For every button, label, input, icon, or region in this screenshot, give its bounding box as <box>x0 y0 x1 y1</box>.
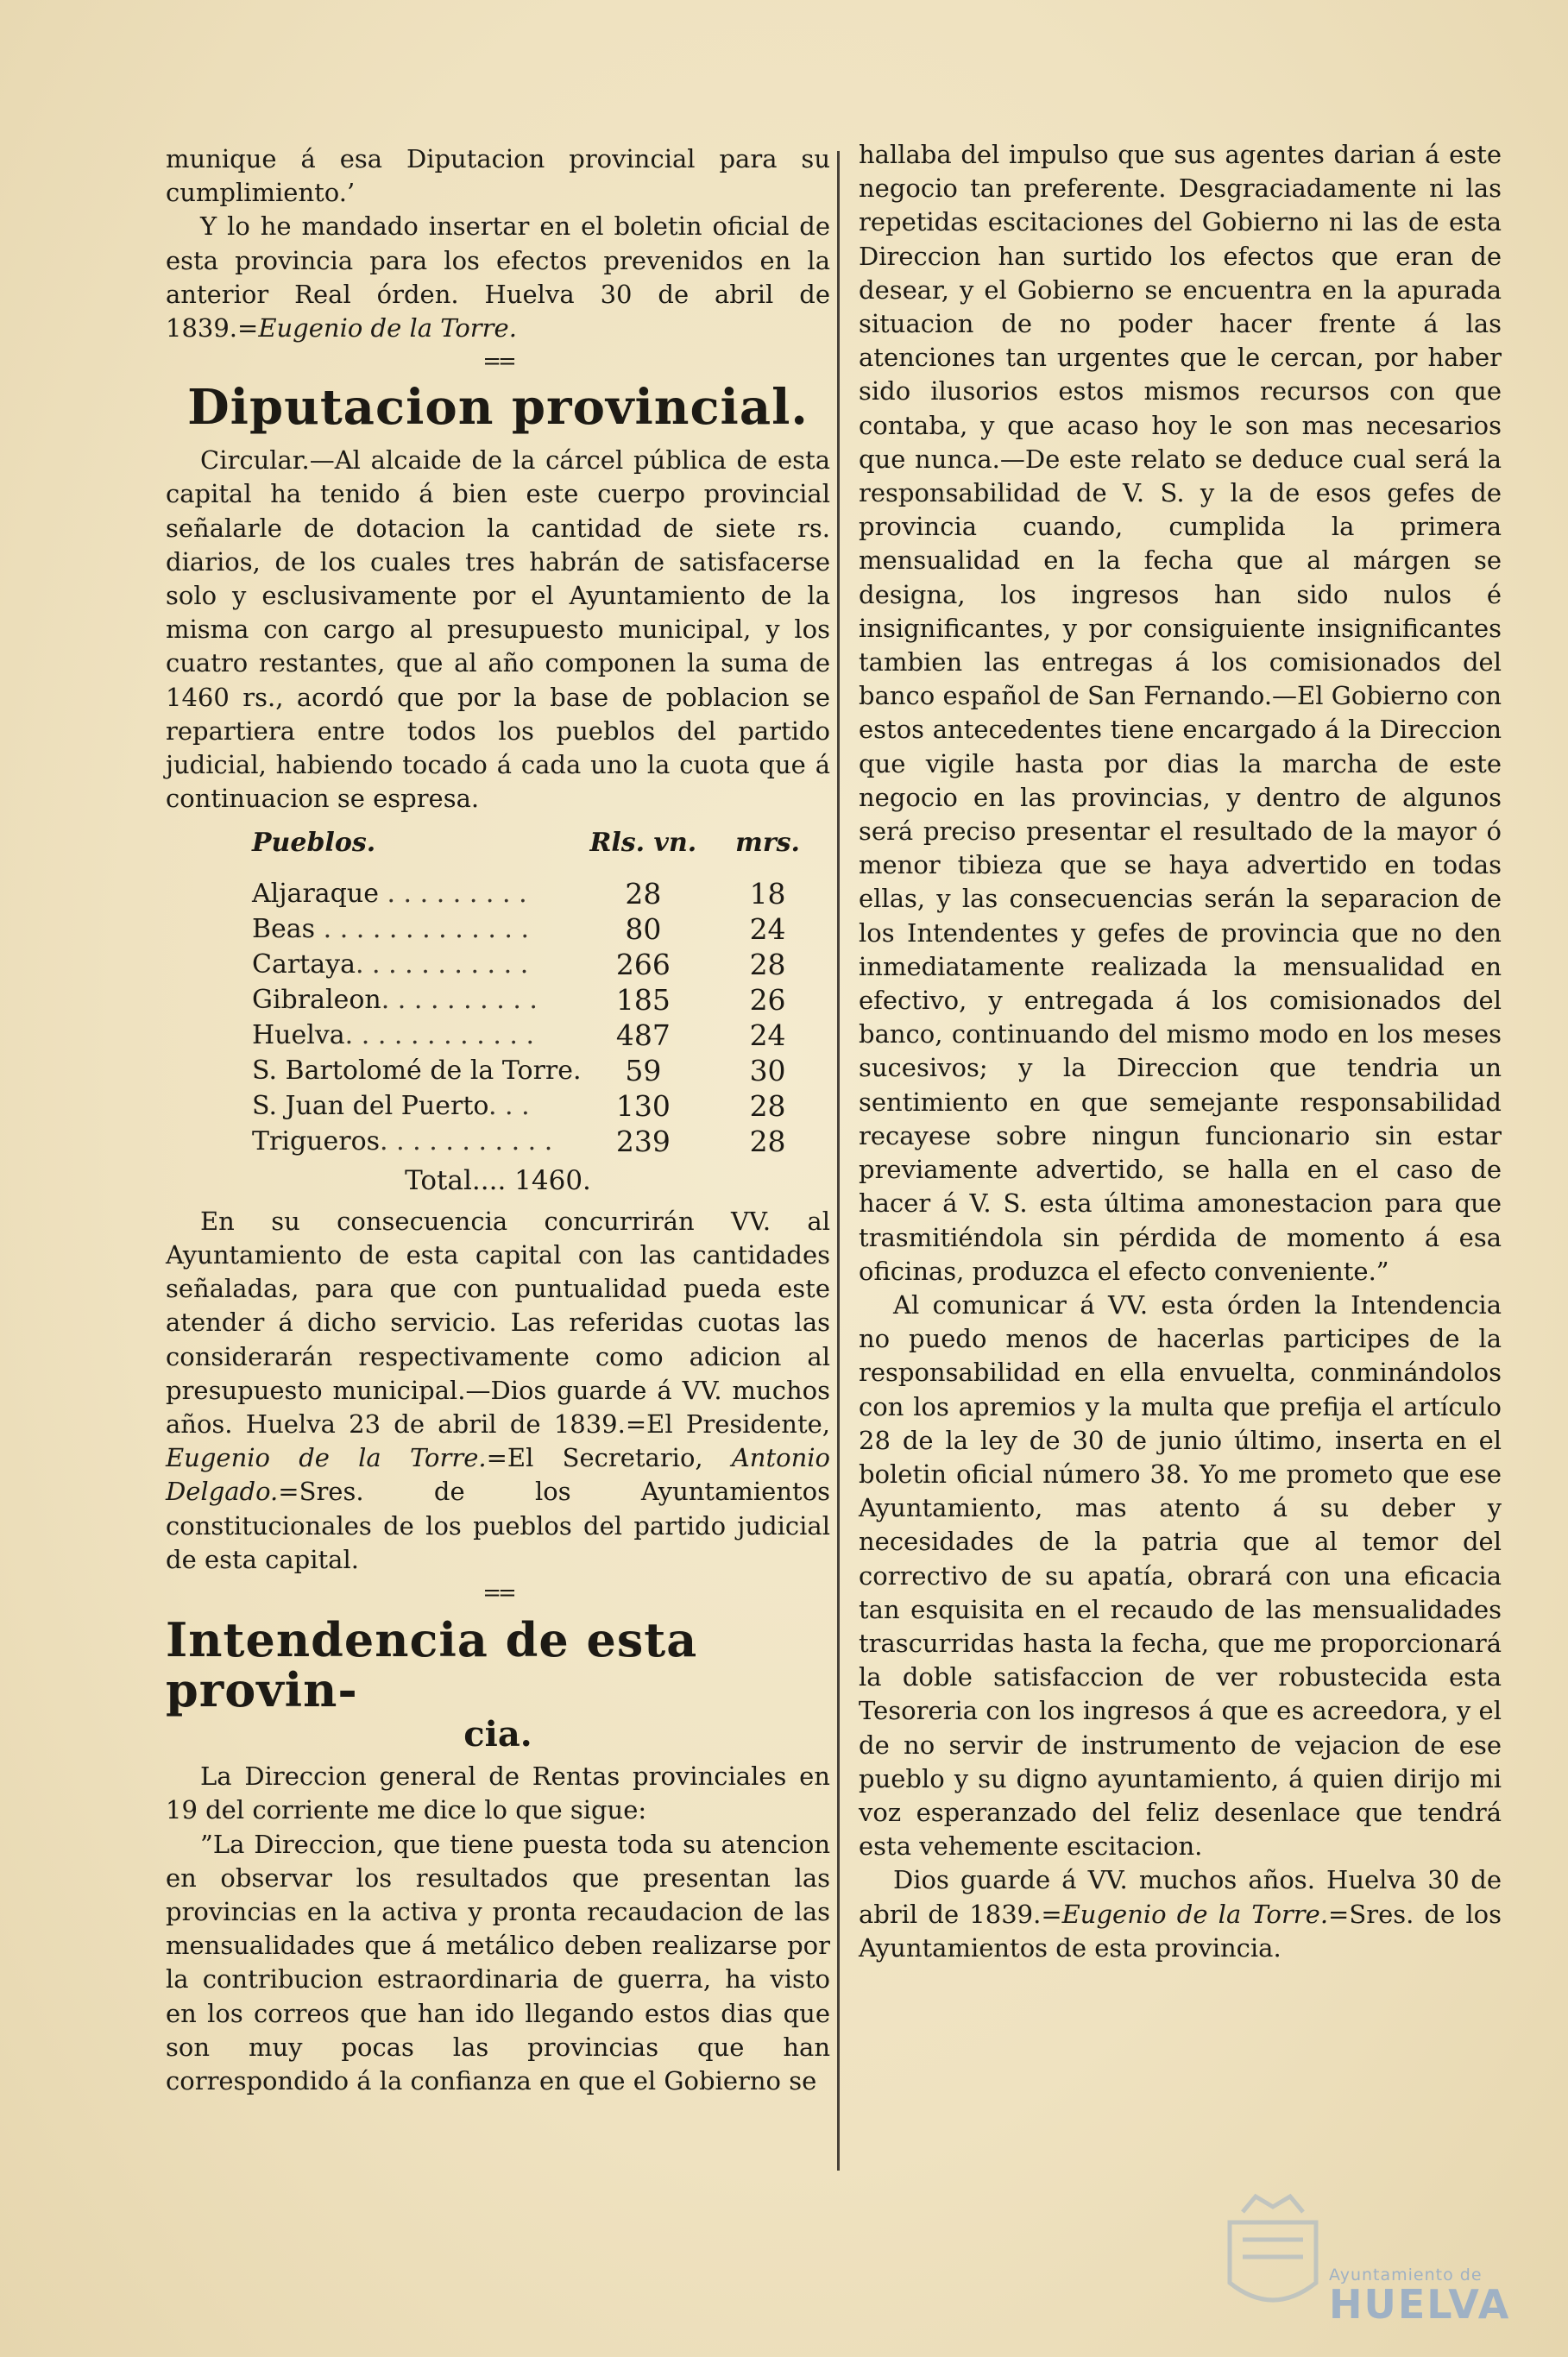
table-row <box>166 1088 830 1124</box>
consequence-signature-2: Antonio Delgado. <box>166 1443 831 1507</box>
table-row <box>166 982 830 1018</box>
leader-dots: . . . . . . . . . . . <box>355 948 529 980</box>
town-name-text: Cartaya <box>252 948 356 980</box>
town-mrs: 18 <box>749 876 786 911</box>
table-row <box>166 876 830 911</box>
town-name-text: S. Bartolomé de la Torre. <box>252 1055 582 1086</box>
right-column <box>859 138 1502 1965</box>
town-name-text: Beas <box>252 913 316 944</box>
watermark-small: Ayuntamiento de <box>1329 2266 1483 2285</box>
town-name <box>166 947 582 982</box>
heading-diputacion: Diputacion provincial. <box>187 379 809 437</box>
table-row <box>166 1018 830 1053</box>
intro-paragraph: munique á esa Diputacion provincial para su cumplimiento.’ <box>166 144 830 208</box>
separator-2: == <box>482 1580 513 1607</box>
town-rls: 266 <box>615 947 671 981</box>
town-name-text: S. Juan del Puerto <box>252 1090 488 1121</box>
town-mrs: 24 <box>749 911 786 946</box>
town-name <box>166 1053 582 1088</box>
town-rls: 239 <box>615 1124 671 1158</box>
closing-end: =Sres. de los Ayuntamientos de esta provincia. <box>859 1899 1502 1963</box>
leader-dots: . . . <box>488 1090 530 1121</box>
heading-intendencia-continuation: cia. <box>463 1714 532 1755</box>
watermark-large: HUELVA <box>1329 2281 1511 2328</box>
col-pueblos: Pueblos. <box>252 828 376 859</box>
quota-table <box>166 821 830 1158</box>
table-row <box>166 1053 830 1088</box>
col-rls: Rls. vn. <box>589 828 697 859</box>
leader-dots: . . . . . . . . . <box>378 878 527 909</box>
continuation-paragraph: hallaba del impulso que sus agentes darian á este negocio tan preferente. Desgraciadamente ni las repetidas escitaciones del Gobierno ni las de esta Direccion han surtido los efectos que eran de desear, y el Gobierno se encuentra en la apurada situacion de no poder hacer frente á las atenciones tan urgentes que le cercan, por haber sido ilusorios estos mismos recursos con que contaba, y que acaso hoy le son mas necesarios que nunca.—De este relato se deduce cual será la responsabilidad de V. S. y la de esos gefes de provincia cuando, cumplida la primera mensualidad en la fecha que al márgen se designa, los ingresos han sido nulos é insignificantes, y por consiguiente insignificantes tambien las entregas á los comisionados del banco español de San Fernando.—El Gobierno con estos antecedentes tiene encargado á la Direccion que vigile hasta por dias la marcha de este negocio en las provincias, y dentro de algunos será preciso presentar el resultado de la mayor ó menor tibieza que se haya advertido en todas ellas, y las consecuencias serán la separacion de los Intendentes y gefes de provincia que no den inmediatamente realizada la mensualidad en efectivo, y entregada á los comisionados del banco, continuando del mismo modo en los meses sucesivos; y la Direccion que tendria un sentimiento en que semejante responsabilidad recayese sobre ningun funcionario sin estar previamente advertido, se halla en el caso de hacer á V. S. esta última amonestacion para que trasmitiéndola sin pérdida de momento á esa oficinas, produzca el efecto conveniente.” <box>859 140 1502 1286</box>
quote-paragraph: ”La Direccion, que tiene puesta toda su atencion en observar los resultados que presentan las provincias en la activa y pronta recaudacion de las mensualidades que á metálico deben realizarse por la contribucion estraordinaria de guerra, ha visto en los correos que han ido llegando estos dias que son muy pocas las provincias que han correspondido á la confianza en que el Gobierno se <box>166 1829 830 2095</box>
town-mrs: 28 <box>749 1088 786 1123</box>
town-name <box>166 876 582 911</box>
town-name <box>166 1124 582 1159</box>
town-name <box>166 1088 582 1124</box>
left-column <box>166 142 830 2098</box>
consequence-signature-1: Eugenio de la Torre. <box>166 1443 487 1473</box>
town-name-text: Trigueros <box>252 1125 381 1156</box>
direccion-paragraph: La Direccion general de Rentas provinciales en 19 del corriente me dice lo que sigue: <box>166 1761 830 1825</box>
col-mrs: mrs. <box>735 828 800 859</box>
closing-paragraph <box>859 1863 1502 1965</box>
town-rls: 59 <box>625 1053 662 1087</box>
watermark <box>1329 2266 1511 2328</box>
town-name <box>166 911 582 947</box>
table-total: Total.... 1460. <box>405 1164 591 1196</box>
leader-dots: . . . . . . . . . . . . . <box>315 913 530 944</box>
town-rls: 185 <box>615 982 671 1017</box>
town-mrs: 26 <box>749 982 786 1017</box>
quota-table-header <box>166 821 830 875</box>
town-mrs: 28 <box>749 947 786 981</box>
town-mrs: 28 <box>749 1124 786 1158</box>
table-row <box>166 1124 830 1159</box>
town-rls: 130 <box>615 1088 671 1123</box>
separator: == <box>482 349 513 375</box>
town-rls: 28 <box>625 876 662 911</box>
town-mrs: 24 <box>749 1018 786 1052</box>
table-row <box>166 911 830 947</box>
intro-paragraph-2-text: Y lo he mandado insertar en el boletin oficial de esta provincia para los efectos prevenidos en la anterior Real órden. Huelva 30 de abril de 1839.= <box>166 211 830 343</box>
circular-paragraph: Circular.—Al alcaide de la cárcel pública de esta capital ha tenido á bien este cuerpo provincial señalarle de dotacion la cantidad de siete rs. diarios, de los cuales tres habrán de satisfacerse solo y esclusivamente por el Ayuntamiento de la misma con cargo al presupuesto municipal, y los cuatro restantes, que al año componen la suma de 1460 rs., acordó que por la base de poblacion se repartiera entre todos los pueblos del partido judicial, habiendo tocado á cada uno la cuota que á continuacion se espresa. <box>166 445 830 814</box>
consequence-mid: =El Secretario, <box>486 1443 732 1473</box>
town-name-text: Gibraleon <box>252 984 381 1015</box>
column-divider <box>837 151 840 2171</box>
leader-dots: . . . . . . . . . . . . <box>344 1019 535 1050</box>
quota-table-body <box>166 876 830 1159</box>
intro-paragraph-2 <box>166 210 830 345</box>
comunicar-paragraph: Al comunicar á VV. esta órden la Intendencia no puedo menos de hacerlas participes de la responsabilidad en ella envuelta, conminándolos con los apremios y la multa que prefija el artículo 28 de la ley de 30 de junio último, inserta en el boletin oficial número 38. Yo me prometo que ese Ayuntamiento, mas atento á su deber y necesidades de la patria que al temor del correctivo de su apatía, obrará con una eficacia tan esquisita en el recaudo de las mensualidades trascurridas hasta la fecha, que me proporcionará la doble satisfaccion de ver robustecida esta Tesoreria con los ingresos á que es acreedora, y el de no servir de instrumento de vejacion de ese pueblo y su digno ayuntamiento, á quien dirijo mi voz esperanzado del feliz desenlace que tendrá esta vehemente escitacion. <box>859 1289 1502 1862</box>
town-name <box>166 1018 582 1053</box>
town-rls: 487 <box>615 1018 671 1052</box>
town-name <box>166 982 582 1018</box>
consequence-text: En su consecuencia concurrirán VV. al Ayuntamiento de esta capital con las cantidades señaladas, para que con puntualidad pueda este atender á dicho servicio. Las referidas cuotas las considerarán respectivamente como adicion al presupuesto municipal.—Dios guarde á VV. muchos años. Huelva 23 de abril de 1839.=El Presidente, <box>166 1206 830 1440</box>
heading-intendencia: Intendencia de esta provin- <box>166 1612 698 1718</box>
town-rls: 80 <box>625 911 662 946</box>
closing-text: Dios guarde á VV. muchos años. Huelva 30 de abril de 1839.= <box>859 1865 1502 1929</box>
town-mrs: 30 <box>749 1053 786 1087</box>
town-name-text: Huelva <box>252 1019 345 1050</box>
consequence-end: =Sres. de los Ayuntamientos constitucionales de los pueblos del partido judicial de esta capital. <box>166 1477 830 1574</box>
town-name-text: Aljaraque <box>252 878 379 909</box>
table-row <box>166 947 830 982</box>
intro-signature: Eugenio de la Torre. <box>258 313 517 343</box>
leader-dots: . . . . . . . . . . <box>381 984 538 1015</box>
closing-signature: Eugenio de la Torre. <box>1061 1899 1329 1929</box>
consequence-paragraph <box>166 1205 830 1577</box>
leader-dots: . . . . . . . . . . . <box>380 1125 553 1156</box>
